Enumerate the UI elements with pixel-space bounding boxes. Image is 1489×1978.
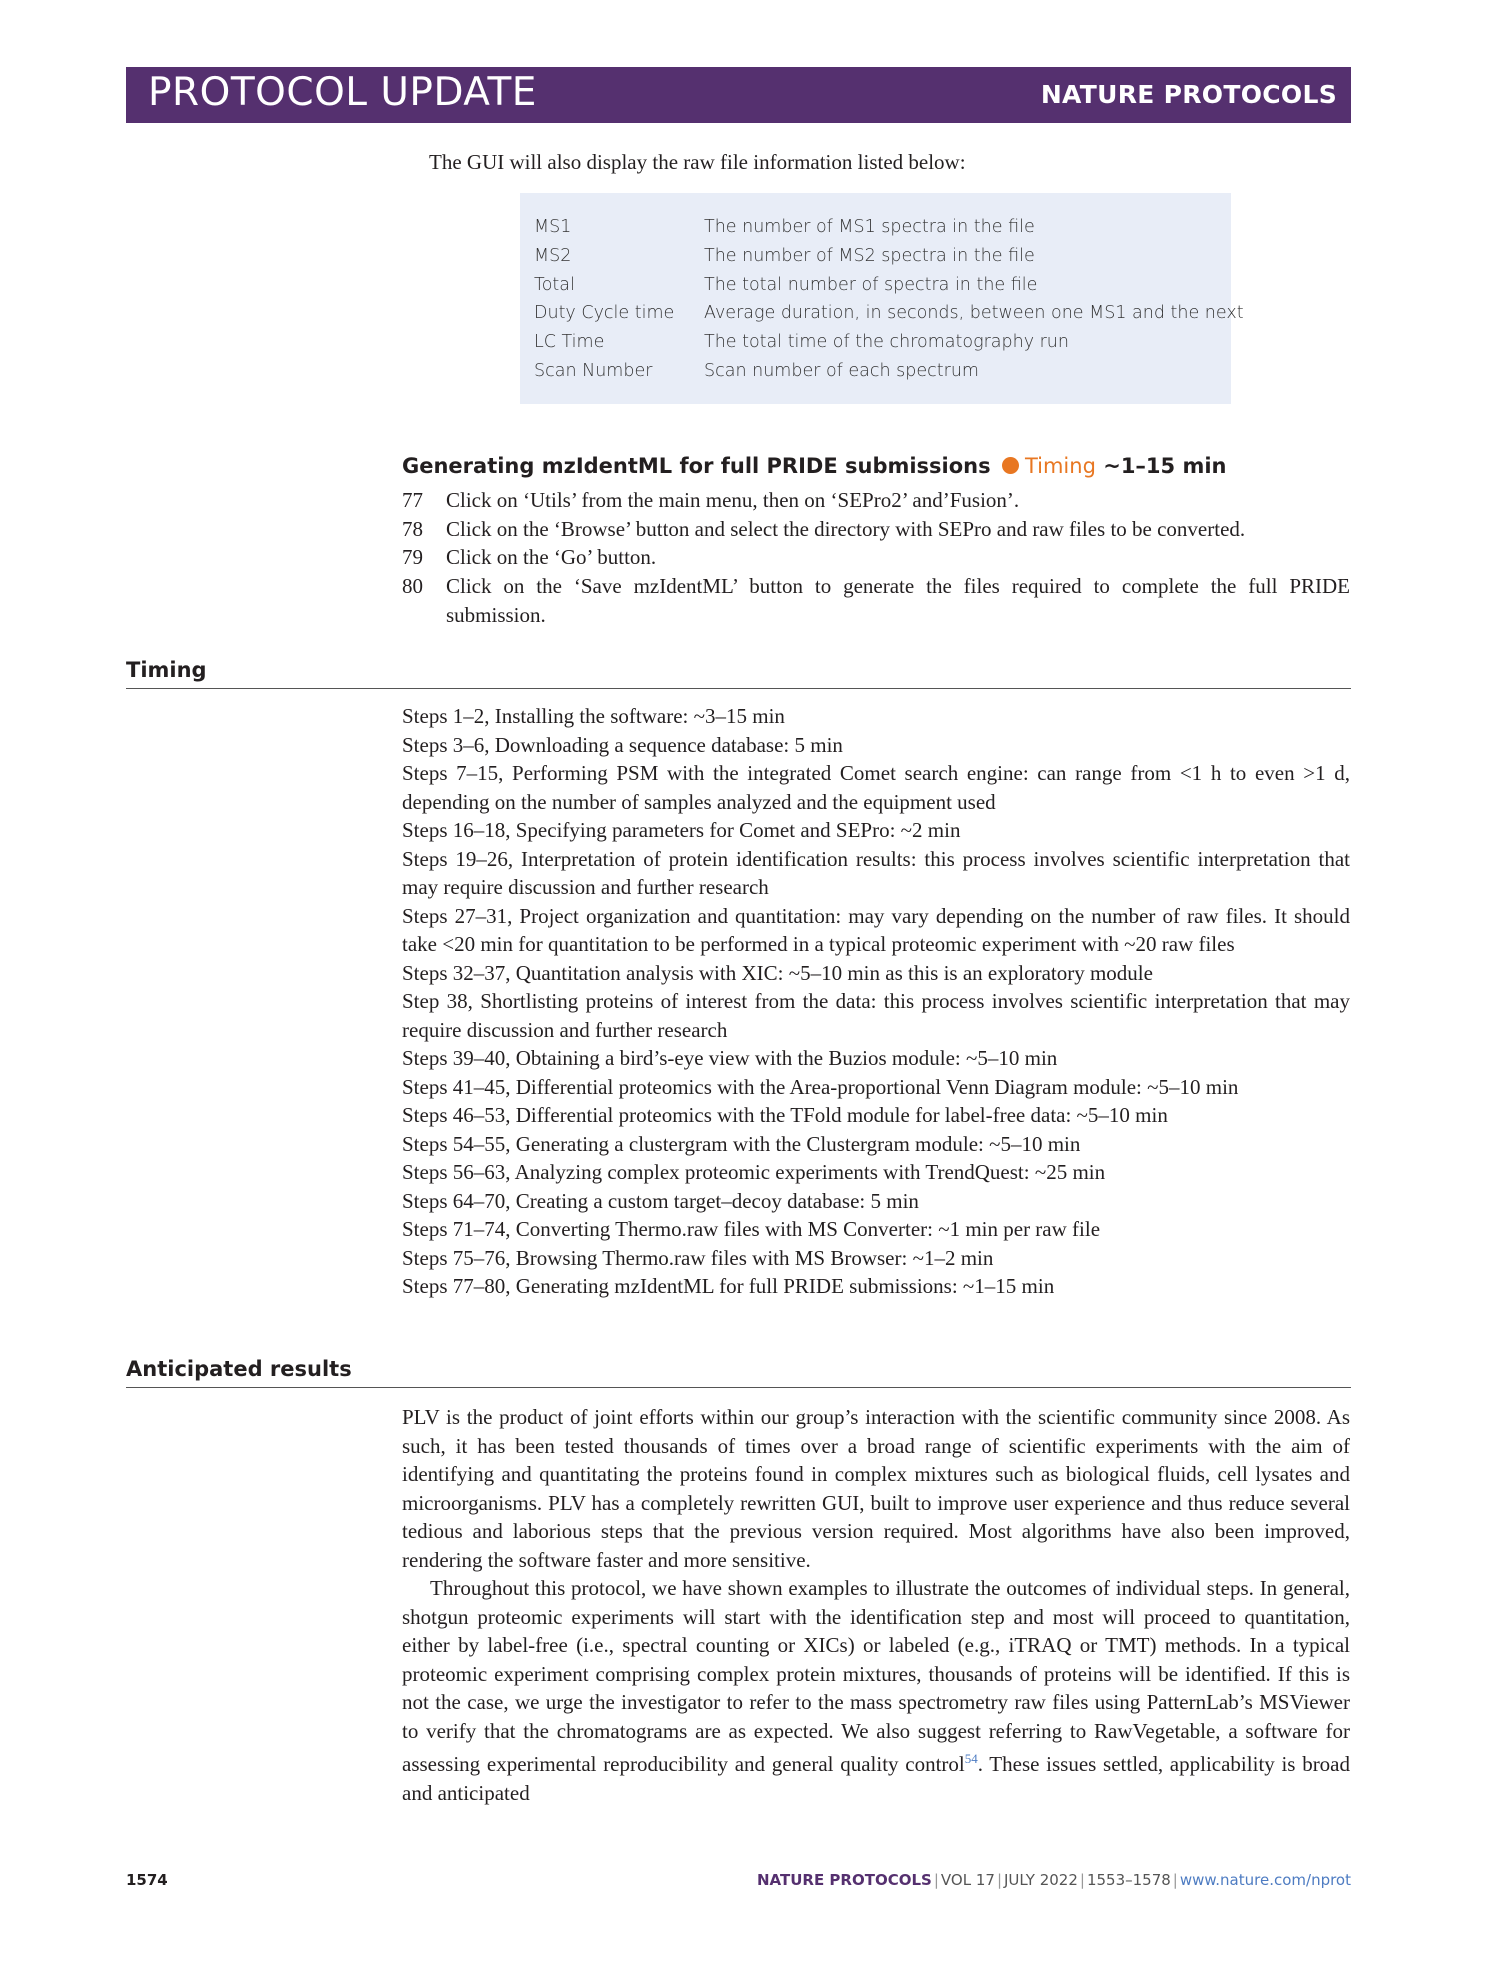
footer-volume: VOL 17 <box>940 1871 995 1889</box>
timing-heading: Timing <box>126 658 207 682</box>
intro-text: The GUI will also display the raw file information listed below: <box>429 150 966 174</box>
section-divider <box>126 688 1351 689</box>
step-item <box>402 543 1350 572</box>
step-text: Click on the ‘Save mzIdentML’ button to generate the files required to complete the full PRIDE submission. <box>446 574 1350 627</box>
journal-label: NATURE PROTOCOLS <box>1040 80 1337 109</box>
timing-label: Timing <box>1024 454 1096 478</box>
info-value: The number of MS1 spectra in the file <box>704 217 1035 238</box>
info-row <box>534 328 1217 357</box>
timing-item: Step 38, Shortlisting proteins of interest from the data: this process involves scientific interpretation that may require discussion and further research <box>402 989 1350 1042</box>
paragraph-text: . These issues settled, applicability is broad and anticipated <box>402 1752 1351 1805</box>
timing-value: ~1–15 min <box>1103 454 1227 478</box>
info-key: MS1 <box>534 217 572 238</box>
results-paragraph <box>402 1574 1350 1807</box>
subsection-heading <box>402 454 1227 478</box>
step-number: 79 <box>402 545 423 570</box>
timing-item: Steps 19–26, Interpretation of protein identification results: this process involves scientific interpretation that may require discussion and further research <box>402 846 1350 899</box>
info-key: Duty Cycle time <box>534 303 675 324</box>
timing-item: Steps 46–53, Differential proteomics with the TFold module for label-free data: ~5–10 min <box>402 1103 1168 1127</box>
info-row <box>534 242 1217 271</box>
info-row <box>534 356 1217 385</box>
timing-item: Steps 41–45, Differential proteomics with the Area-proportional Venn Diagram module: ~5–10 min <box>402 1074 1239 1099</box>
step-number: 78 <box>402 516 423 541</box>
footer-pages: 1553–1578 <box>1086 1871 1171 1889</box>
section-divider <box>126 1387 1351 1388</box>
timing-item: Steps 71–74, Converting Thermo.raw files with MS Converter: ~1 min per raw file <box>402 1217 1101 1241</box>
raw-file-info-table <box>520 193 1244 404</box>
reference-link[interactable]: 54 <box>964 1751 978 1766</box>
info-row <box>534 299 1244 328</box>
footer-url[interactable]: www.nature.com/nprot <box>1179 1871 1351 1889</box>
timing-item: Steps 16–18, Specifying parameters for Comet and SEPro: ~2 min <box>402 818 961 842</box>
timing-item: Steps 39–40, Obtaining a bird’s-eye view with the Buzios module: ~5–10 min <box>402 1046 1058 1070</box>
timing-item: Steps 56–63, Analyzing complex proteomic experiments with TrendQuest: ~25 min <box>402 1160 1106 1184</box>
info-value: Scan number of each spectrum <box>704 360 979 381</box>
info-key: LC Time <box>534 332 605 353</box>
step-number: 77 <box>402 488 423 512</box>
step-text: Click on the ‘Browse’ button and select the directory with SEPro and raw files to be converted. <box>446 516 1246 541</box>
paragraph-text: Throughout this protocol, we have shown examples to illustrate the outcomes of individual steps. In general, shotgun proteomic experiments will start with the identification step and most will proceed to quantitation, either by label-free (i.e., spectral counting or XICs) or labeled (e.g., iTRAQ or TMT) methods. In a typical proteomic experiment comprising complex protein mixtures, thousands of proteins will be identified. If this is not the case, we urge the investigator to refer to the mass spectrometry raw files using PatternLab’s MSViewer to verify that the chromatograms are as expected. We also suggest referring to RawVegetable, a software for assessing experimental reproducibility and general quality control <box>402 1576 1350 1776</box>
info-row <box>534 270 1217 299</box>
step-item <box>402 515 1350 544</box>
section-label: PROTOCOL UPDATE <box>148 70 537 115</box>
info-key: MS2 <box>534 246 572 267</box>
timing-item: Steps 7–15, Performing PSM with the integrated Comet search engine: can range from <1 h to even >1 d, depending on the number of samples analyzed and the equipment used <box>402 761 1350 814</box>
info-row <box>534 213 1217 242</box>
info-value: Average duration, in seconds, between one MS1 and the next <box>704 303 1244 324</box>
info-value: The total number of spectra in the file <box>704 274 1038 295</box>
timing-item: Steps 27–31, Project organization and quantitation: may vary depending on the number of raw files. It should take <20 min for quantitation to be performed in a typical proteomic experiment with ~20 raw files <box>402 903 1350 956</box>
timing-dot-icon <box>1002 457 1019 474</box>
timing-item: Steps 3–6, Downloading a sequence database: 5 min <box>402 732 843 757</box>
step-text: Click on the ‘Go’ button. <box>446 545 657 570</box>
footer-citation: NATURE PROTOCOLS | VOL 17 | JULY 2022 | 1553–1578 | www.nature.com/nprot <box>757 1871 1351 1889</box>
timing-item: Steps 1–2, Installing the software: ~3–15 min <box>402 704 785 728</box>
results-heading: Anticipated results <box>126 1357 352 1381</box>
info-key: Scan Number <box>534 360 653 381</box>
timing-list <box>402 702 1350 1301</box>
timing-item: Steps 75–76, Browsing Thermo.raw files with MS Browser: ~1–2 min <box>402 1245 994 1270</box>
timing-item: Steps 64–70, Creating a custom target–decoy database: 5 min <box>402 1188 919 1213</box>
step-item <box>402 486 1350 515</box>
step-text: Click on ‘Utils’ from the main menu, then on ‘SEPro2’ and’Fusion’. <box>446 488 1020 512</box>
footer-date: JULY 2022 <box>1004 1871 1078 1889</box>
timing-item: Steps 54–55, Generating a clustergram with the Clustergram module: ~5–10 min <box>402 1131 1081 1156</box>
info-key: Total <box>534 274 575 295</box>
timing-item: Steps 32–37, Quantitation analysis with XIC: ~5–10 min as this is an exploratory module <box>402 960 1153 985</box>
results-body <box>402 1403 1350 1807</box>
step-item <box>402 572 1350 629</box>
procedure-steps <box>402 486 1350 630</box>
results-paragraph: PLV is the product of joint efforts within our group’s interaction with the scientific community since 2008. As such, it has been tested thousands of times over a broad range of scientific experiments with the aim of identifying and quantitating the proteins found in complex mixtures such as biological fluids, cell lysates and microorganisms. PLV has a completely rewritten GUI, built to improve user experience and thus reduce several tedious and laborious steps that the previous version required. Most algorithms have also been improved, rendering the software faster and more sensitive. <box>402 1405 1350 1572</box>
footer-journal: NATURE PROTOCOLS <box>757 1871 932 1889</box>
header-banner <box>126 67 1351 123</box>
page-number: 1574 <box>126 1871 168 1889</box>
step-number: 80 <box>402 574 423 599</box>
subsection-title: Generating mzIdentML for full PRIDE submissions <box>402 454 991 478</box>
timing-item: Steps 77–80, Generating mzIdentML for full PRIDE submissions: ~1–15 min <box>402 1274 1055 1298</box>
info-value: The total time of the chromatography run <box>704 332 1069 353</box>
info-value: The number of MS2 spectra in the file <box>704 246 1035 267</box>
